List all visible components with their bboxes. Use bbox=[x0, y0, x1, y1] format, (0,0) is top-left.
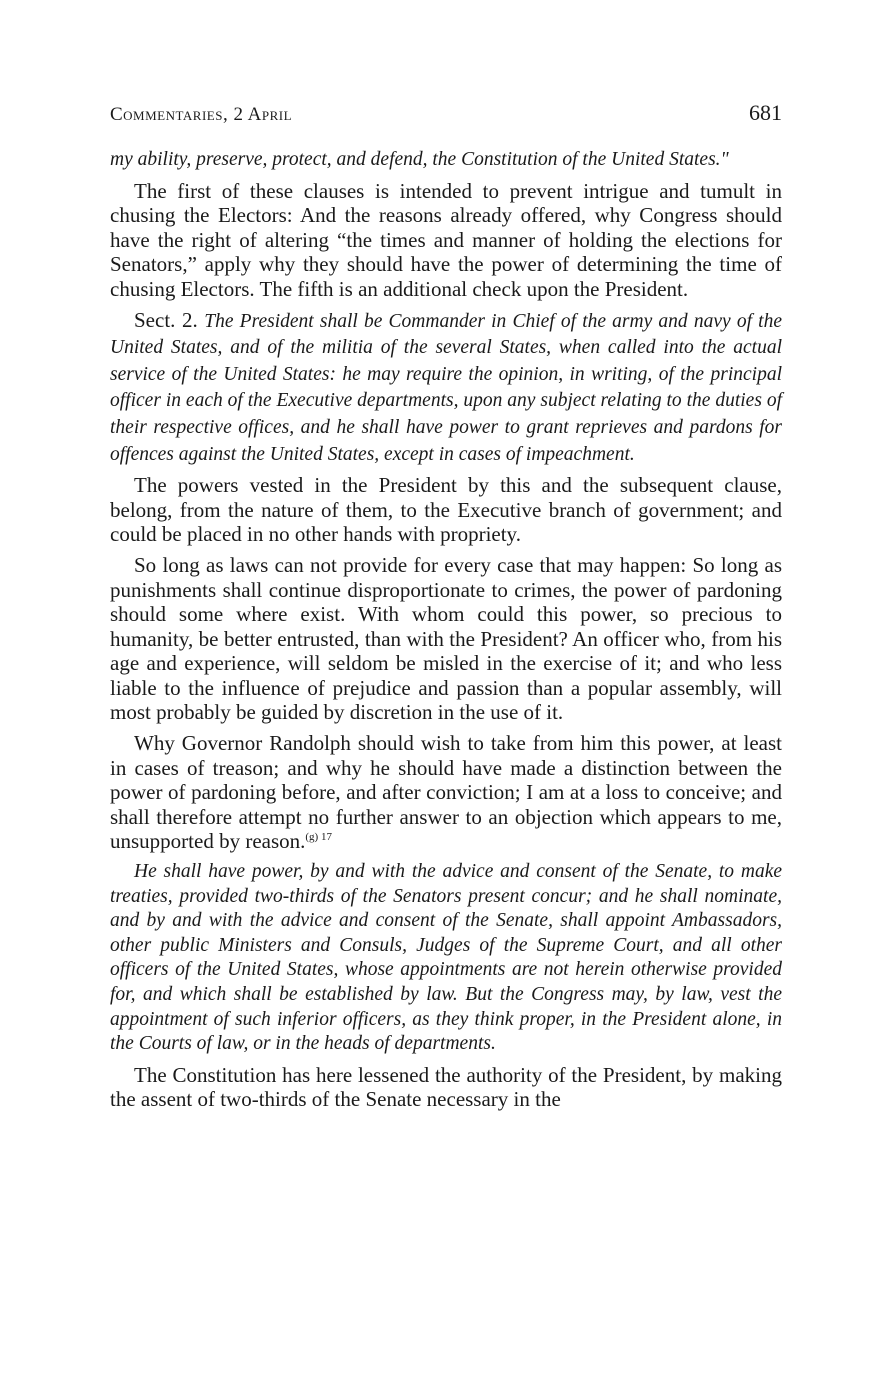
paragraph-8: The Constitution has here lessened the authority of the President, by making the assent of two-thirds of the Senate necessary in the bbox=[110, 1062, 782, 1112]
paragraph-1: my ability, preserve, protect, and defend, the Constitution of the United States." bbox=[110, 149, 729, 170]
paragraph-5: So long as laws can not provide for every case that may happen: So long as punishments shall continue disproportionate to crimes, the power of pardoning should some where exist. With whom could this power, so precious to humanity, be better entrusted, than with the President? An officer who, from his age and experience, will seldom be misled in the exercise of it; and who less liable to the influence of prejudice and passion than a popular assembly, will most probably be guided by discretion in the use of it. bbox=[110, 552, 782, 725]
running-head: Commentaries, 2 April bbox=[110, 104, 293, 125]
constitution-quote: The President shall be Commander in Chief of the army and navy of the United States, and of the militia of the several States, when called into the actual service of the United States: he may require the opinion, in writing, of the principal officer in each of the Executive departments, upon any subject relating to the duties of their respective offices, and he shall have power to grant reprieves and pardons for offences against the United States, except in cases of impeachment. bbox=[110, 310, 782, 465]
paragraph-7: He shall have power, by and with the advice and consent of the Senate, to make treaties, provided two-thirds of the Senators present concur; and he shall nominate, and by and with the advice and consent of the Senate, shall appoint Ambassadors, other public Ministers and Consuls, Judges of the Supreme Court, and all other officers of the United States, whose appointments are not herein otherwise provided for, and which shall be established by law. But the Congress may, by law, vest the appointment of such inferior officers, as they think proper, in the President alone, in the Courts of law, or in the heads of departments. bbox=[110, 861, 782, 1055]
page-number: 681 bbox=[749, 100, 782, 125]
page bbox=[110, 100, 782, 1112]
paragraph-4: The powers vested in the President by this and the subsequent clause, belong, from the nature of them, to the Executive branch of government; and could be placed in no other hands with propriety. bbox=[110, 473, 782, 547]
section-label: Sect. 2. bbox=[134, 307, 205, 332]
paragraph-6 bbox=[110, 731, 782, 854]
page-header bbox=[110, 100, 782, 148]
paragraph-3 bbox=[110, 308, 782, 468]
paragraph-2: The first of these clauses is intended to prevent intrigue and tumult in chusing the Electors: And the reasons already offered, why Congress should have the right of altering “the times and manner of holding the elections for Senators,” apply why they should have the power of determining the time of chusing Electors. The fifth is an additional check upon the President. bbox=[110, 178, 782, 301]
paragraph-6-text: Why Governor Randolph should wish to take from him this power, at least in cases of treason; and why he should have made a distinction between the power of pardoning before, and after conviction; I am at a loss to conceive; and shall therefore attempt no further answer to an objection which appears to me, unsupported by reason. bbox=[110, 731, 782, 854]
body-text bbox=[110, 148, 782, 1112]
footnote-ref: (g) 17 bbox=[305, 831, 332, 844]
